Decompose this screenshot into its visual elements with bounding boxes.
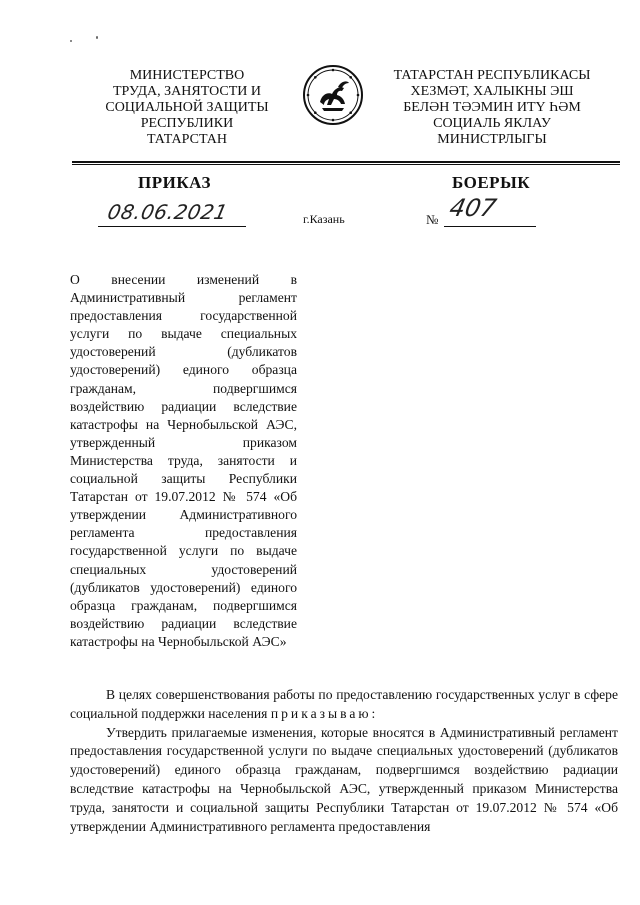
order-number: 407 <box>447 194 499 222</box>
order-body <box>70 686 618 836</box>
ministry-name-ru-line: СОЦИАЛЬНОЙ ЗАЩИТЫ <box>105 100 269 115</box>
tatarstan-emblem-icon <box>302 64 364 126</box>
order-keyword: приказываю: <box>270 705 379 721</box>
ministry-name-tt-line: БЕЛӘН ТӘЭМИН ИТҮ ҺӘМ <box>403 100 581 115</box>
body-paragraph <box>70 686 618 724</box>
order-title-tt: БОЕРЫК <box>452 173 531 192</box>
order-title-ru: ПРИКАЗ <box>138 173 211 192</box>
order-city: г.Казань <box>303 212 345 226</box>
header-divider-thin <box>72 164 620 165</box>
ministry-name-tt <box>372 68 612 148</box>
ministry-name-ru-line: ТАТАРСТАН <box>146 132 228 147</box>
ministry-name-ru-line: ТРУДА, ЗАНЯТОСТИ И <box>113 84 261 99</box>
ministry-name-tt-line: МИНИСТРЛЫГЫ <box>437 132 547 147</box>
scan-speck <box>70 40 72 42</box>
order-date: 08.06.2021 <box>105 200 231 224</box>
date-underline <box>98 226 246 227</box>
number-underline <box>444 226 536 227</box>
ministry-name-tt-line: ХЕЗМӘТ, ХАЛЫКНЫ ЭШ <box>410 84 574 99</box>
number-sign: № <box>426 212 439 227</box>
ministry-name-ru-line: МИНИСТЕРСТВО <box>129 68 245 83</box>
ministry-name-tt-line: ТАТАРСТАН РЕСПУБЛИКАСЫ <box>393 68 591 83</box>
body-paragraph-text: В целях совершенствования работы по предоставлению государственных услуг в сфере социальной поддержки населения <box>70 687 618 721</box>
ministry-name-ru <box>72 68 302 148</box>
ministry-name-ru-line: РЕСПУБЛИКИ <box>140 116 234 131</box>
scan-speck <box>96 36 98 39</box>
header-divider <box>72 161 620 163</box>
order-subject: О внесении изменений в Административный регламент предоставления государственной услуги по выдаче специальных удостоверений (дубликатов удостоверений) единого образца гражданам, подвергшимся воздействию радиации вследствие катастрофы на Чернобыльской АЭС, утвержденный приказом Министерства труда, занятости и социальной защиты Республики Татарстан от 19.07.2012 № 574 «Об утверждении Административного регламента предоставления государственной услуги по выдаче специальных удостоверений (дубликатов удостоверений) единого образца гражданам, подвергшимся воздействию радиации вследствие катастрофы на Чернобыльской АЭС» <box>70 272 297 649</box>
ministry-name-tt-line: СОЦИАЛЬ ЯКЛАУ <box>433 116 551 131</box>
body-paragraph: Утвердить прилагаемые изменения, которые вносятся в Административный регламент предоставления государственной услуги по выдаче специальных удостоверений (дубликатов удостоверений) единого образца гражданам, подвергшимся воздействию радиации вследствие катастрофы на Чернобыльской АЭС, утвержденный приказом Министерства труда, занятости и социальной защиты Республики Татарстан от 19.07.2012 № 574 «Об утверждении Административного регламента предоставления <box>70 724 618 834</box>
